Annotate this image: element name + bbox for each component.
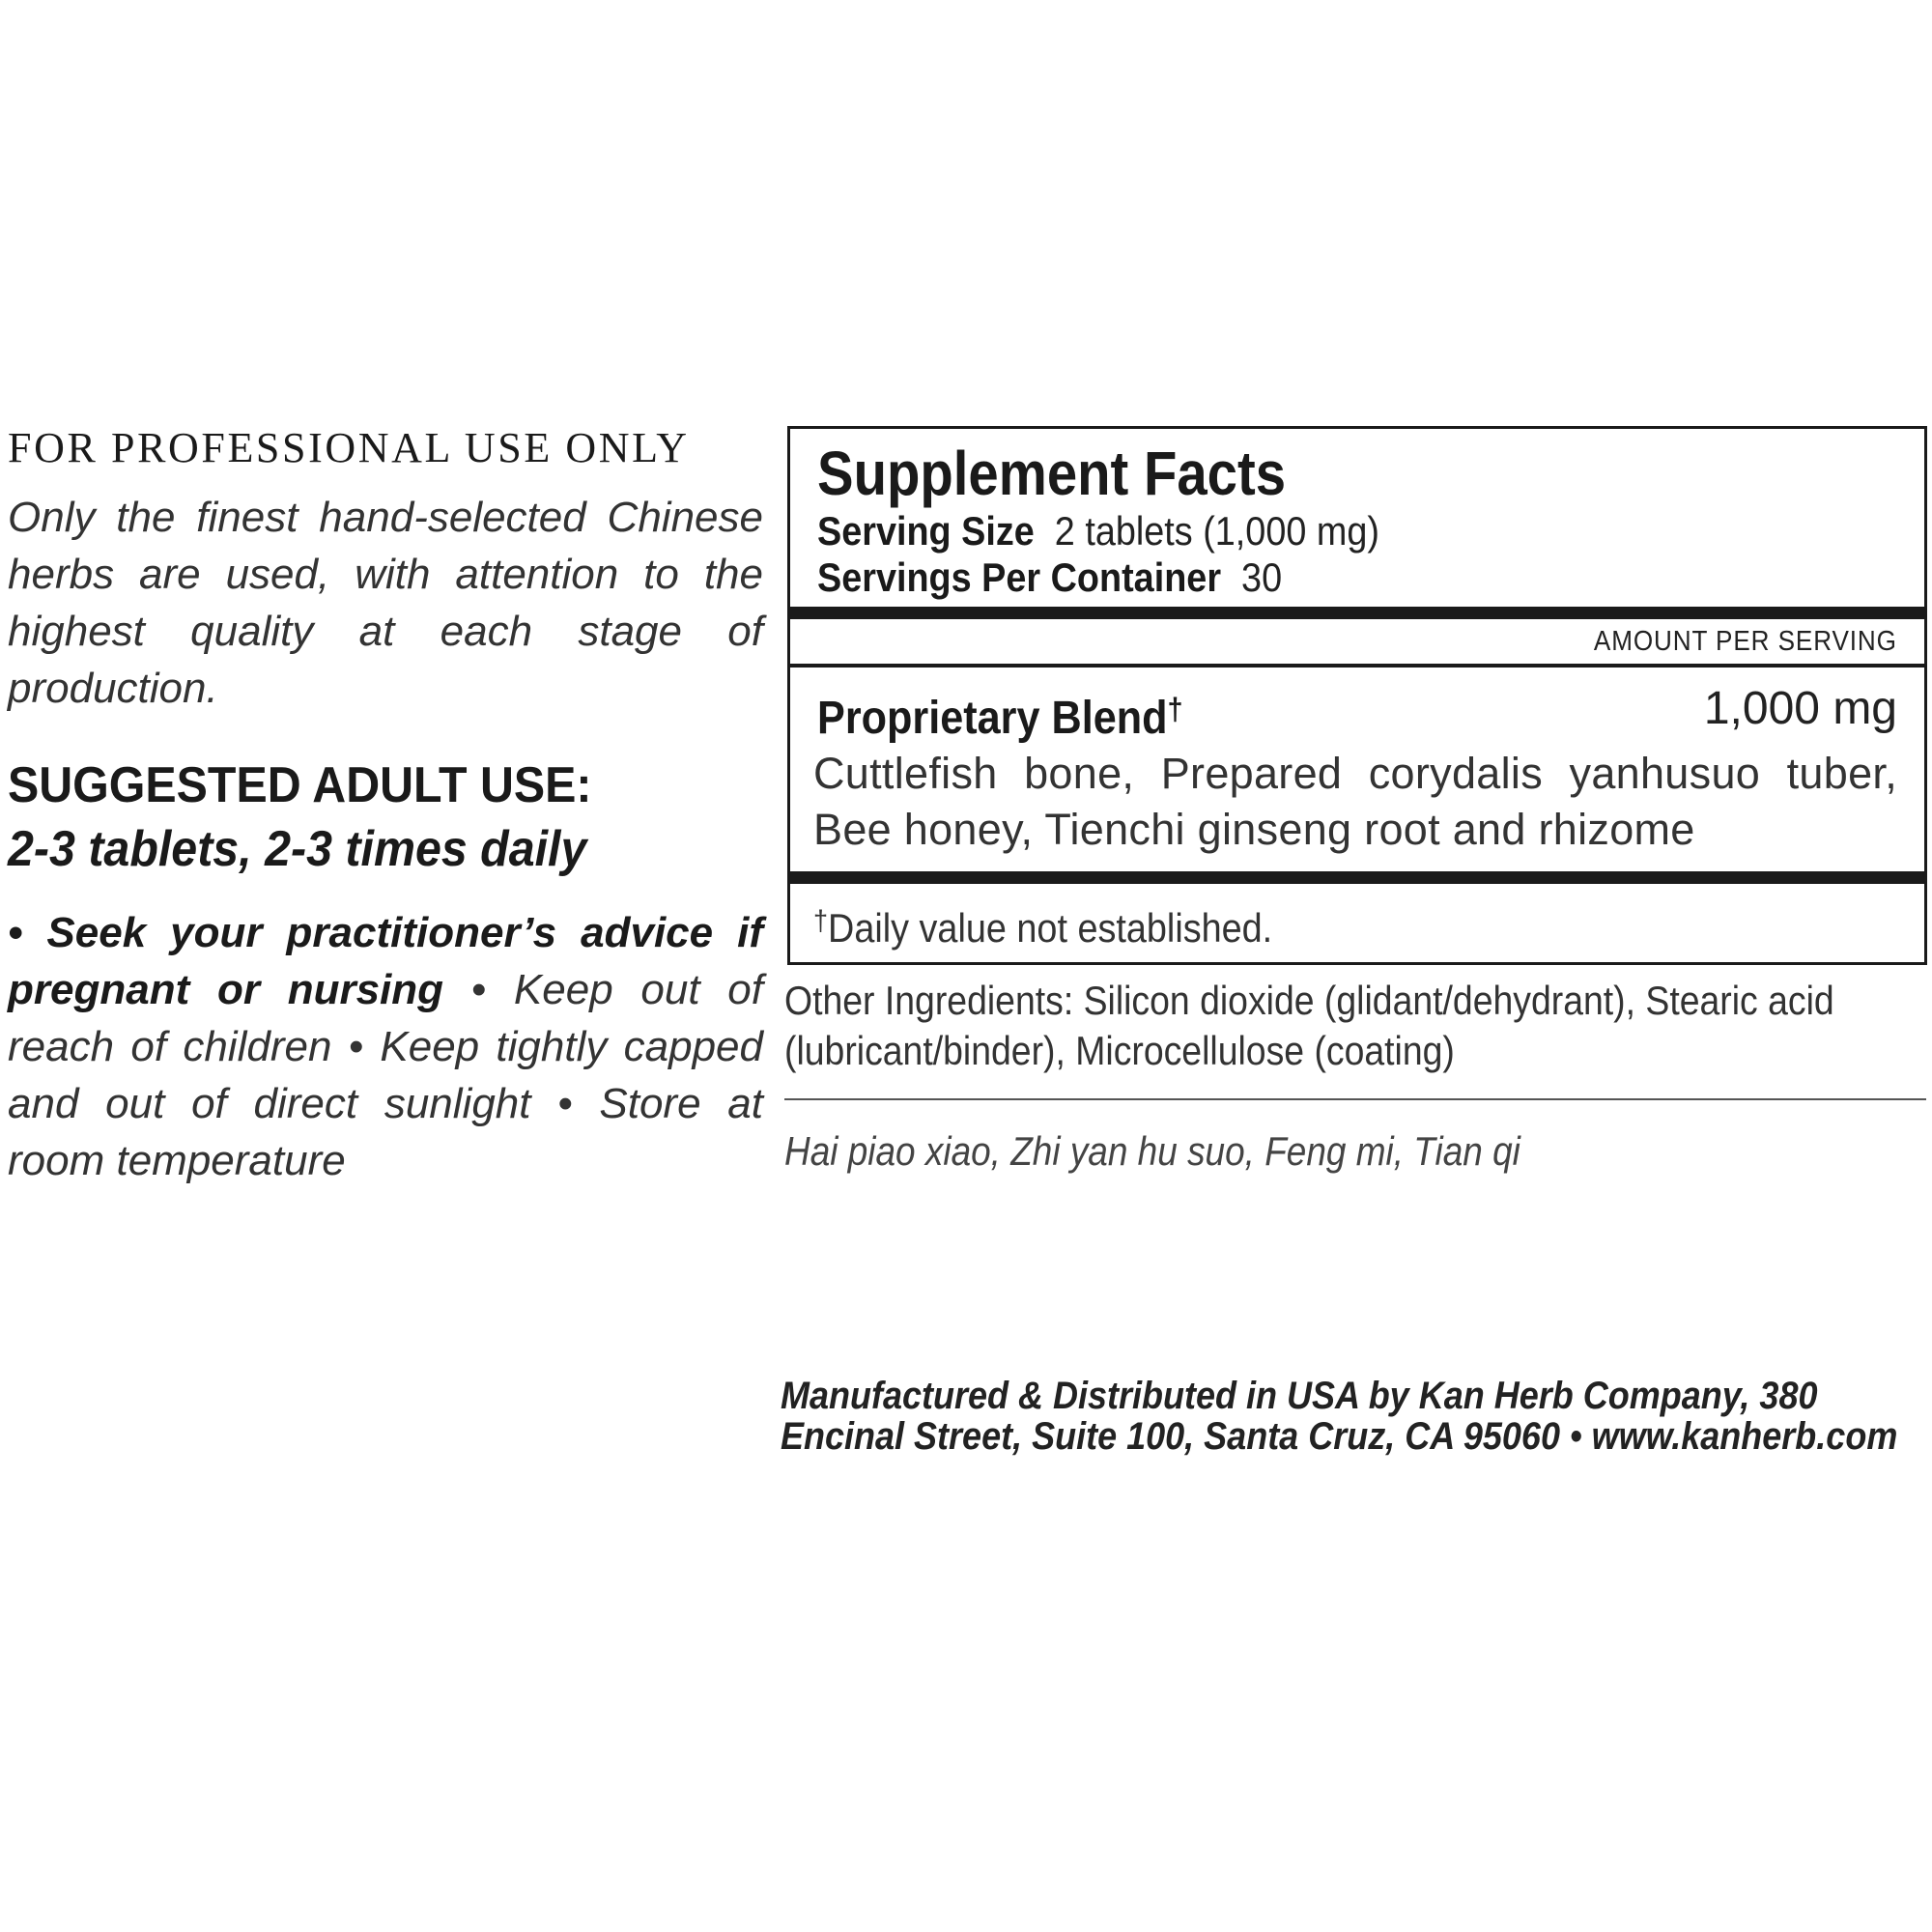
serving-size-value: 2 tablets (1,000 mg) <box>1054 508 1379 554</box>
divider-thin <box>790 664 1924 668</box>
proprietary-blend-amount: 1,000 mg <box>1703 683 1897 734</box>
warning-pregnant: • Seek your practitioner’s advice if pregnant or nursing <box>8 909 763 1013</box>
suggested-use-heading: SUGGESTED ADULT USE: <box>8 757 592 813</box>
left-column <box>8 425 763 1189</box>
separator-line <box>784 1098 1926 1100</box>
manufacturer-line-1: Manufactured & Distributed in USA by Kan Herb Company, 380 <box>781 1375 1818 1417</box>
servings-per-container-line <box>817 554 1282 601</box>
daily-value-footnote <box>813 896 1272 953</box>
footnote-dagger: † <box>813 905 829 937</box>
serving-size-line <box>817 508 1379 554</box>
warning-other: • Keep out of reach of children • Keep tightly capped and out of direct sunlight • Store at room temperature <box>8 966 763 1184</box>
pinyin-names: Hai piao xiao, Zhi yan hu suo, Feng mi, Tian qi <box>784 1128 1520 1174</box>
manufacturer-line-2: Encinal Street, Suite 100, Santa Cruz, CA 95060 • www.kanherb.com <box>781 1415 1898 1458</box>
divider-thick <box>790 607 1924 619</box>
facts-title: Supplement Facts <box>817 439 1287 508</box>
other-ingredients-line-1: Other Ingredients: Silicon dioxide (glidant/dehydrant), Stearic acid <box>784 978 1834 1023</box>
intro-paragraph: Only the finest hand-selected Chinese herbs are used, with attention to the highest quality at each stage of production. <box>8 494 763 712</box>
other-ingredients <box>784 976 1834 1076</box>
servings-label: Servings Per Container <box>817 554 1222 600</box>
professional-use-heading: FOR PROFESSIONAL USE ONLY <box>8 424 690 471</box>
supplement-facts-panel <box>787 426 1927 965</box>
serving-size-label: Serving Size <box>817 508 1035 554</box>
dagger-mark: † <box>1167 692 1183 726</box>
amount-per-serving-header: AMOUNT PER SERVING <box>1593 626 1897 657</box>
blend-name-text: Proprietary Blend <box>817 693 1168 744</box>
warnings-paragraph <box>8 904 763 1189</box>
servings-value: 30 <box>1241 554 1283 600</box>
proprietary-blend-name <box>817 682 1183 746</box>
manufacturer-info <box>781 1376 1897 1457</box>
suggested-dose: 2-3 tablets, 2-3 times daily <box>8 821 587 877</box>
other-ingredients-line-2: (lubricant/binder), Microcellulose (coating) <box>784 1028 1455 1073</box>
proprietary-blend-ingredients: Cuttlefish bone, Prepared corydalis yanhusuo tuber, Bee honey, Tienchi ginseng root and rhizome <box>813 749 1897 854</box>
footnote-text: Daily value not established. <box>828 905 1273 951</box>
divider-thick-bottom <box>790 871 1924 884</box>
